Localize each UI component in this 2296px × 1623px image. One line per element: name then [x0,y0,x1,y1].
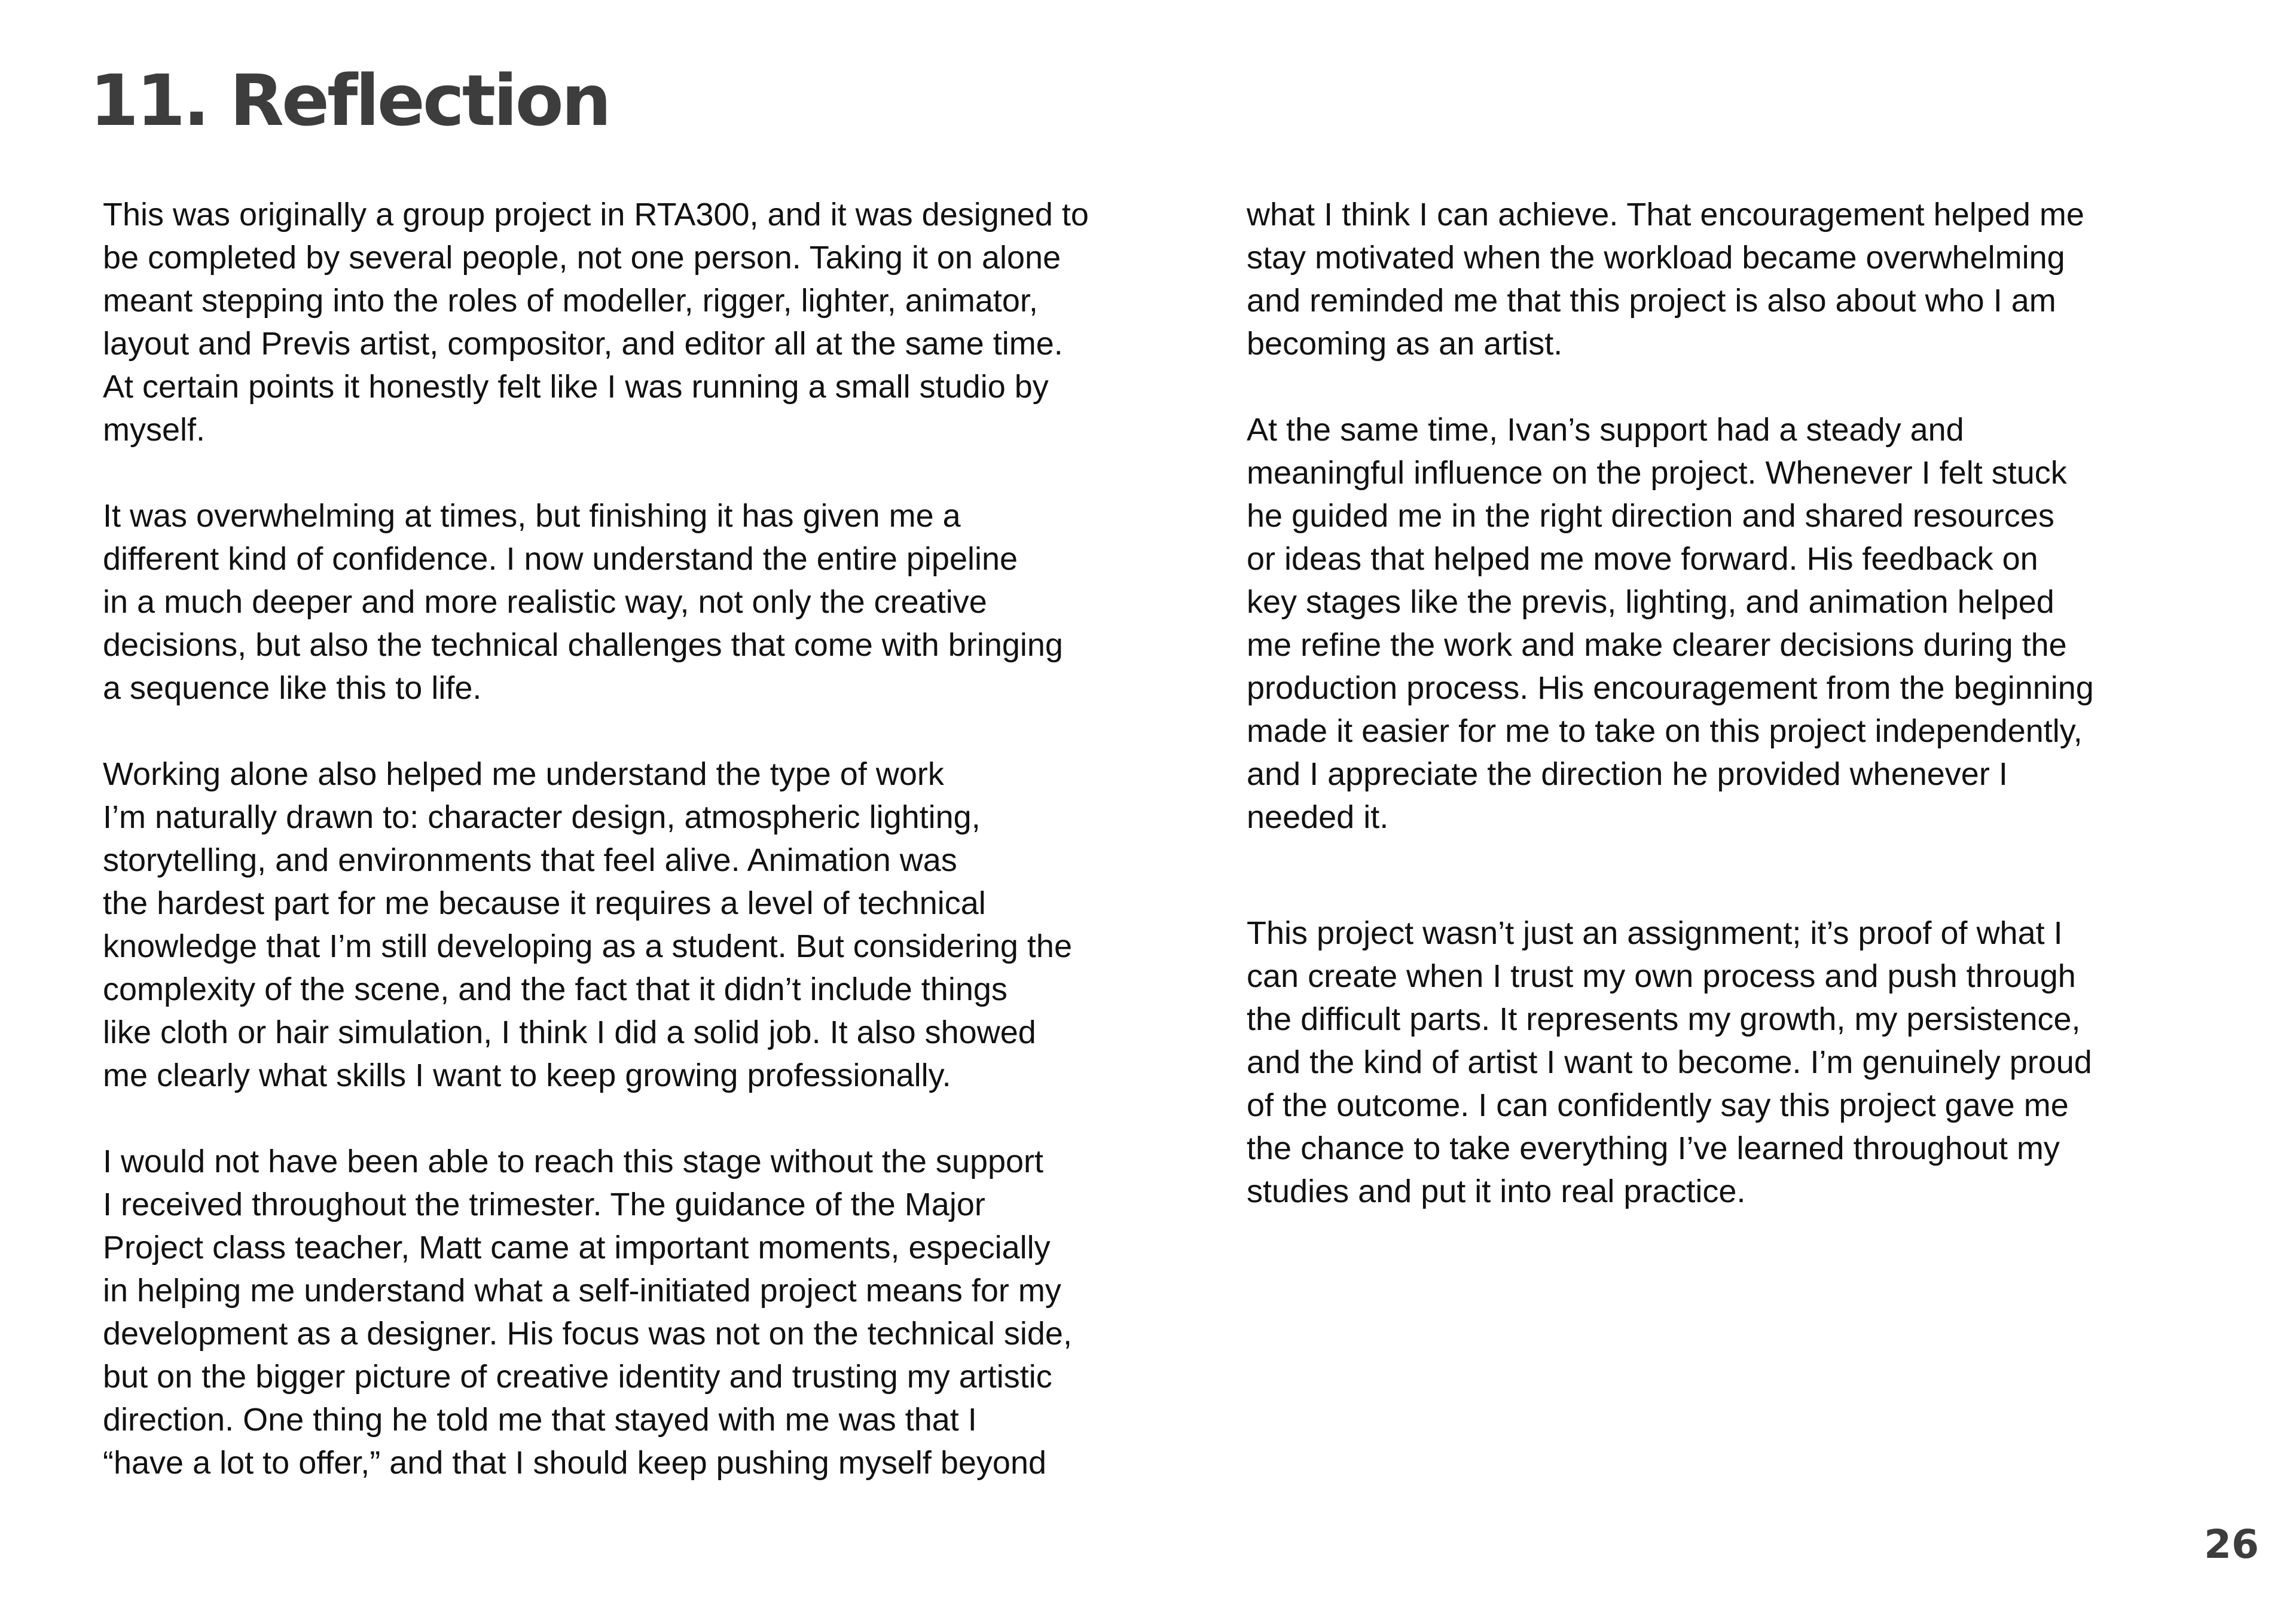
text-line: This was originally a group project in RTA300, and it was designed to [103,197,1089,233]
text-line: becoming as an artist. [1247,326,1563,362]
text-line: “have a lot to offer,” and that I should keep pushing myself beyond [103,1445,1047,1481]
left-column [103,193,1191,1527]
text-line: can create when I trust my own process and push through [1247,958,2076,994]
text-line: meant stepping into the roles of modeller, rigger, lighter, animator, [103,283,1038,319]
text-line: like cloth or hair simulation, I think I did a solid job. It also showed [103,1014,1036,1050]
text-line: development as a designer. His focus was not on the technical side, [103,1316,1072,1352]
text-line: I would not have been able to reach this stage without the support [103,1144,1044,1179]
text-line: of the outcome. I can confidently say this project gave me [1247,1087,2069,1123]
paragraph [1247,408,2227,839]
text-line: meaningful influence on the project. Whenever I felt stuck [1247,455,2067,491]
text-line: different kind of confidence. I now understand the entire pipeline [103,541,1018,577]
text-line: I received throughout the trimester. The guidance of the Major [103,1187,985,1222]
text-line: complexity of the scene, and the fact that it didn’t include things [103,971,1007,1007]
text-line: Project class teacher, Matt came at important moments, especially [103,1230,1051,1266]
text-line: production process. His encouragement from the beginning [1247,670,2094,706]
text-line: direction. One thing he told me that stayed with me was that I [103,1402,977,1438]
text-line: he guided me in the right direction and shared resources [1247,498,2054,534]
paragraph [103,494,1191,710]
text-line: At certain points it honestly felt like I was running a small studio by [103,369,1049,405]
paragraph [103,1140,1191,1484]
text-line: or ideas that helped me move forward. His feedback on [1247,541,2038,577]
text-line: At the same time, Ivan’s support had a steady and [1247,412,1964,448]
text-line: Working alone also helped me understand the type of work [103,756,944,792]
text-line: This project wasn’t just an assignment; it’s proof of what I [1247,915,2063,951]
text-line: stay motivated when the workload became overwhelming [1247,240,2065,276]
text-line: in a much deeper and more realistic way, not only the creative [103,584,987,620]
right-column [1247,193,2227,1256]
text-line: the chance to take everything I’ve learned throughout my [1247,1130,2060,1166]
paragraph [103,753,1191,1097]
text-line: made it easier for me to take on this project independently, [1247,713,2083,749]
paragraph [103,193,1191,451]
text-line: be completed by several people, not one person. Taking it on alone [103,240,1061,276]
text-line: studies and put it into real practice. [1247,1173,1746,1209]
text-line: the hardest part for me because it requires a level of technical [103,885,986,921]
text-line: what I think I can achieve. That encouragement helped me [1247,197,2084,233]
text-line: a sequence like this to life. [103,670,482,706]
text-line: me clearly what skills I want to keep growing professionally. [103,1057,951,1093]
text-line: storytelling, and environments that feel alive. Animation was [103,842,957,878]
text-line: decisions, but also the technical challenges that come with bringing [103,627,1063,663]
page-number: 26 [2204,1521,2259,1567]
text-line: myself. [103,412,206,448]
paragraph [1247,193,2227,365]
text-line: layout and Previs artist, compositor, and editor all at the same time. [103,326,1063,362]
text-line: knowledge that I’m still developing as a student. But considering the [103,928,1072,964]
paragraph [1247,912,2227,1213]
text-line: and I appreciate the direction he provided whenever I [1247,756,2008,792]
text-line: me refine the work and make clearer decisions during the [1247,627,2067,663]
text-line: It was overwhelming at times, but finishing it has given me a [103,498,961,534]
text-line: and the kind of artist I want to become. I’m genuinely proud [1247,1044,2092,1080]
text-line: key stages like the previs, lighting, and animation helped [1247,584,2054,620]
text-line: needed it. [1247,799,1389,835]
text-line: and reminded me that this project is also about who I am [1247,283,2056,319]
page-title: 11. Reflection [90,59,609,142]
text-line: but on the bigger picture of creative identity and trusting my artistic [103,1359,1052,1395]
text-line: I’m naturally drawn to: character design, atmospheric lighting, [103,799,981,835]
text-line: the difficult parts. It represents my growth, my persistence, [1247,1001,2081,1037]
text-line: in helping me understand what a self-initiated project means for my [103,1273,1061,1309]
